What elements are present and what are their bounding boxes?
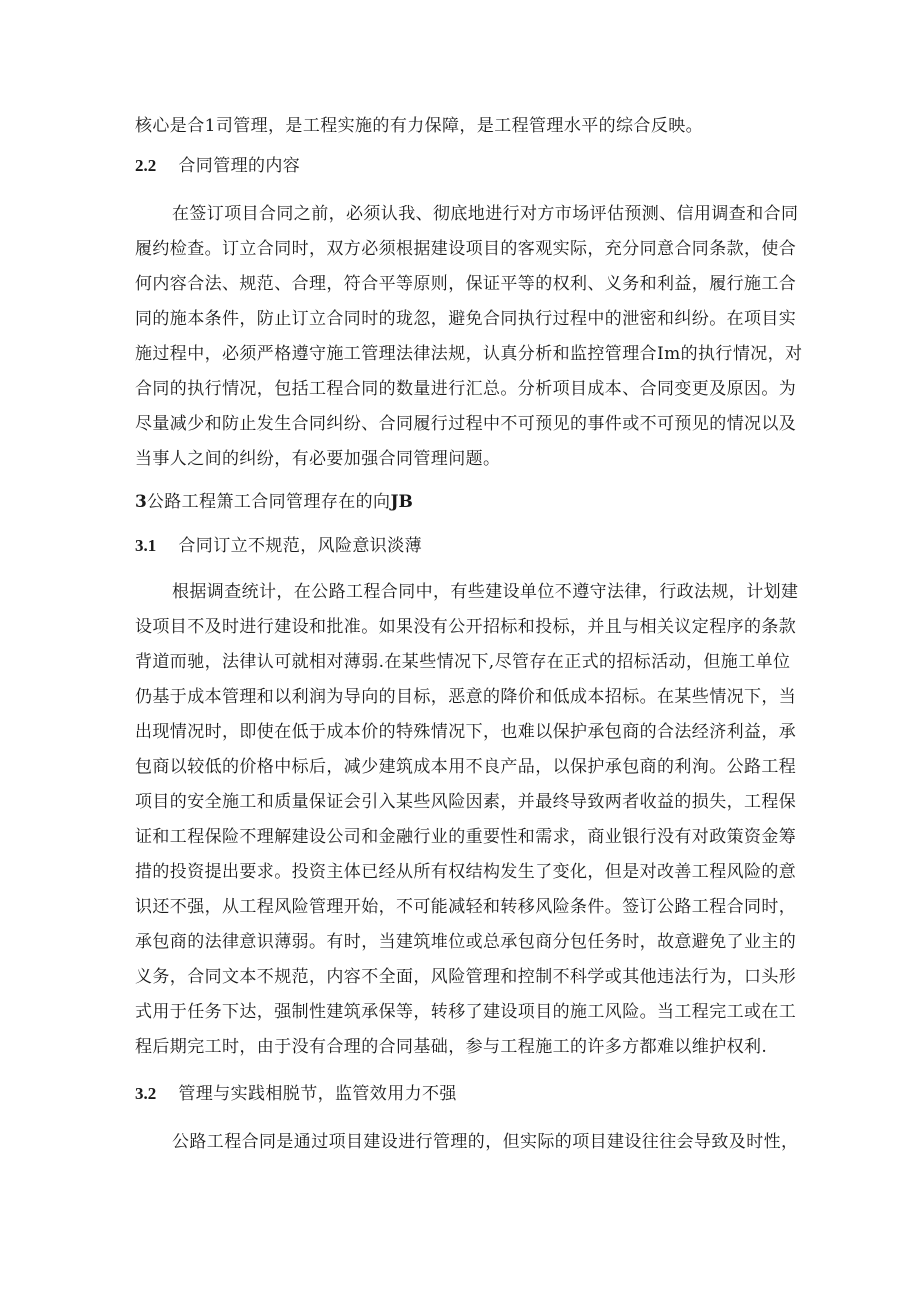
paragraph-line: 公路工程合同是通过项目建设进行管理的，但实际的项目建设往往会导致及时性， [172,1132,799,1152]
section-number: 2.2 [135,156,157,175]
section-title: 公路工程箫工合同管理存在的向 [146,492,391,512]
paragraph-line: 同的施本条件，防止订立合同时的珑忽，避免合同执行过程中的泄密和纠纷。在项目实 [135,309,797,329]
paragraph-line: 合同的执行情况，包括工程合同的数量进行汇总。分析项目成本、合同变更及原因。为 [135,379,797,399]
paragraph-line: 出现情况时，即使在低于成本价的特殊情况下，也难以保护承包商的合法经济利益，承 [135,722,797,742]
paragraph-line: 当事人之间的纠纷，有必要加强合同管理问题。 [135,449,501,469]
paragraph-line: 措的投资提出要求。投资主体已经从所有权结构发生了变化，但是对改善工程风险的意 [135,862,797,882]
section-heading-2-2 [135,154,300,178]
paragraph-line: 根据调查统计，在公路工程合同中，有些建设单位不遵守法律，行政法规，计划建 [172,582,799,602]
paragraph-line: 在签订项目合同之前，必须认我、彻底地进行对方市场评估预测、信用调查和合同 [172,204,799,224]
paragraph-line: 式用于任务下达，强制性建筑承保等，转移了建设项目的施工风险。当工程完工或在工 [135,1002,797,1022]
intro-line: 核心是合1司管理，是工程实施的有力保障，是工程管理水平的综合反映。 [135,116,704,136]
section-number: 3 [135,492,147,512]
section-heading-3-2 [135,1082,457,1106]
paragraph-line: 背道而驰，法律认可就相对薄弱.在某些情况下,尽管存在正式的招标活动，但施工单位 [135,652,791,672]
section-heading-3 [135,490,413,514]
paragraph-line: 何内容合法、规范、合理，符合平等原则，保证平等的权利、义务和利益，履行施工合 [135,274,797,294]
section-title: 管理与实践相脱节，监管效用力不强 [178,1084,457,1104]
paragraph-line: 证和工程保险不理解建设公司和金融行业的重要性和需求，商业银行没有对政策资金筹 [135,827,797,847]
paragraph-line: 设项目不及时进行建设和批准。如果没有公开招标和投标，并且与相关议定程序的条款 [135,617,797,637]
paragraph-line: 程后期完工时，由于没有合理的合同基础，参与工程施工的许多方都难以维护权利. [135,1037,768,1057]
paragraph-line: 项目的安全施工和质量保证会引入某些风险因素，并最终导致两者收益的损失，工程保 [135,792,797,812]
paragraph-line: 承包商的法律意识薄弱。有时，当建筑堆位或总承包商分包任务时，故意避免了业主的 [135,932,797,952]
paragraph-line: 履约检查。订立合同时，双方必须根据建设项目的客观实际，充分同意合同条款，使合 [135,239,797,259]
section-heading-3-1 [135,534,422,558]
section-number: 3.2 [135,1084,157,1103]
paragraph-line: 包商以较低的价格中标后，减少建筑成本用不良产品，以保护承包商的利洵。公路工程 [135,757,797,777]
section-title: 合同订立不规范，风险意识淡薄 [178,536,423,556]
paragraph-line: 尽量减少和防止发生合同纠纷、合同履行过程中不可预见的事件或不可预见的情况以及 [135,414,797,434]
paragraph-line: 施过程中，必须严格遵守施工管理法律法规，认真分析和监控管理合Im的执行情况，对 [135,344,803,364]
section-title-suffix: JB [390,492,413,512]
paragraph-line: 识还不强，从工程风险管理开始，不可能减轻和转移风险条件。签订公路工程合同时， [135,897,797,917]
section-title: 合同管理的内容 [178,156,301,176]
paragraph-line: 仍基于成本管理和以利润为导向的目标，恶意的降价和低成本招标。在某些情况下，当 [135,687,797,707]
section-number: 3.1 [135,536,157,555]
paragraph-line: 义务，合同文本不规范，内容不全面，风险管理和控制不科学或其他违法行为，口头形 [135,967,797,987]
